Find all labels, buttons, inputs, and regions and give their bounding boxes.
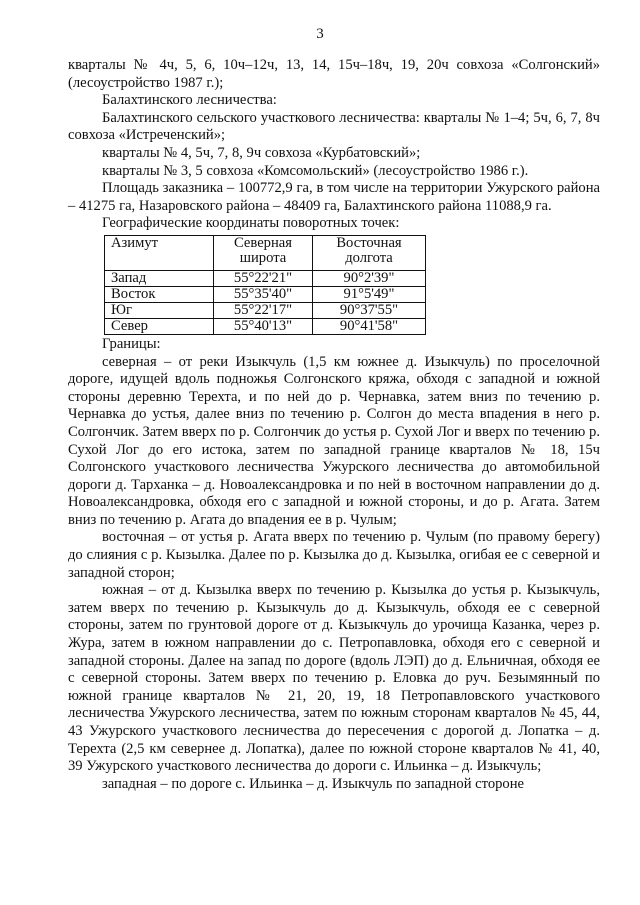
table-header-row <box>105 235 426 270</box>
text-block-top <box>68 57 600 793</box>
table-cell: 55°40'13" <box>214 318 313 334</box>
paragraph: кварталы № 4, 5ч, 7, 8, 9ч совхоза «Курбатовский»; <box>102 144 421 161</box>
table-cell: 55°22'21" <box>214 270 313 286</box>
header-azimuth: Азимут <box>105 235 214 270</box>
table-cell: 55°22'17" <box>214 302 313 318</box>
table-cell: 90°41'58" <box>313 318 426 334</box>
table-row <box>105 318 426 334</box>
paragraph: Балахтинского сельского участкового лесничества: кварталы № 1–4; 5ч, 6, 7, 8ч совхоза «Истреченский»; <box>68 109 600 144</box>
table-cell: 55°35'40" <box>214 286 313 302</box>
table-cell: 90°2'39" <box>313 270 426 286</box>
paragraph: Балахтинского лесничества: <box>102 92 277 109</box>
table-cell: Север <box>105 318 214 334</box>
paragraph: кварталы № 4ч, 5, 6, 10ч–12ч, 13, 14, 15ч–18ч, 19, 20ч совхоза «Солгонский» (лесоустройство 1987 г.); <box>68 57 600 91</box>
table-cell: Восток <box>105 286 214 302</box>
coordinates-table <box>104 235 426 335</box>
page-number: 3 <box>316 26 324 42</box>
paragraph: Границы: <box>102 335 161 352</box>
table-cell: 90°37'55" <box>313 302 426 318</box>
paragraph: южная – от д. Кызылка вверх по течению р. Кызылка до устья р. Кызыкчуль, затем вверх по течению р. Кызыкчуль до д. Кызыкчуль, обходя ее с северной стороны, затем по грунтовой дороге от д. Кызыкчуль до урочища Казанка, через р. Жура, затем в южном направлении до с. Петропавловка, обходя его с северной и западной стороны. Далее на запад по дороге (вдоль ЛЭП) до д. Ельничная, обходя ее с северной стороны. Затем вверх по течению р. Еловка до руч. Безымянный по южной границе кварталов № 21, 20, 19, 18 Петропавловского участкового лесничества Ужурского лесничества, затем по южным сторонам кварталов № 45, 44, 43 Ужурского участкового лесничества до пересечения с дорогой д. Лопатка – д. Терехта (2,5 км севернее д. Лопатка), далее по южной стороне кварталов № 41, 40, 39 Ужурского участкового лесничества до дороги с. Ильинка – д. Изыкчуль; <box>68 582 600 775</box>
paragraph: западная – по дороге с. Ильинка – д. Изыкчуль по западной стороне <box>102 775 525 792</box>
table-cell: 91°5'49" <box>313 286 426 302</box>
table-row <box>105 286 426 302</box>
table-row <box>105 302 426 318</box>
table-row <box>105 270 426 286</box>
table-cell: Запад <box>105 270 214 286</box>
paragraph: кварталы № 3, 5 совхоза «Комсомольский» (лесоустройство 1986 г.). <box>102 162 529 179</box>
table-caption: Географические координаты поворотных точек: <box>102 215 400 232</box>
paragraph: восточная – от устья р. Агата вверх по течению р. Чулым (по правому берегу) до слияния с р. Кызылка. Далее по р. Кызылка до д. Кызылка, огибая ее с северной и западной сторон; <box>68 529 600 581</box>
paragraph: северная – от реки Изыкчуль (1,5 км южнее д. Изыкчуль) по проселочной дороге, идущей вдоль подножья Солгонского кряжа, обходя с западной и южной стороны деревню Терехта, и по ней до р. Чернавка, затем вниз по течению р. Чернавка до устья, далее вниз по течению р. Солгон до места впадения в него р. Солгончик. Затем вверх по р. Солгончик до устья р. Сухой Лог и вверх по течению р. Сухой Лог до его истока, затем по западной границе кварталов № 18, 15ч Солгонского участкового лесничества Ужурского лесничества до автомобильной дороги д. Тарханка – д. Новоалександровка и по ней в восточном направлении до д. Новоалександровка, обходя его с западной и южной стороны, и до р. Агата. Затем вниз по течению р. Агата до впадения ее в р. Чулым; <box>68 353 600 528</box>
table-cell: Юг <box>105 302 214 318</box>
paragraph: Площадь заказника – 100772,9 га, в том числе на территории Ужурского района – 41275 га, Назаровского района – 48409 га, Балахтинского района 11088,9 га. <box>68 180 600 214</box>
header-longitude: Восточная долгота <box>313 235 426 270</box>
header-latitude: Северная широта <box>214 235 313 270</box>
